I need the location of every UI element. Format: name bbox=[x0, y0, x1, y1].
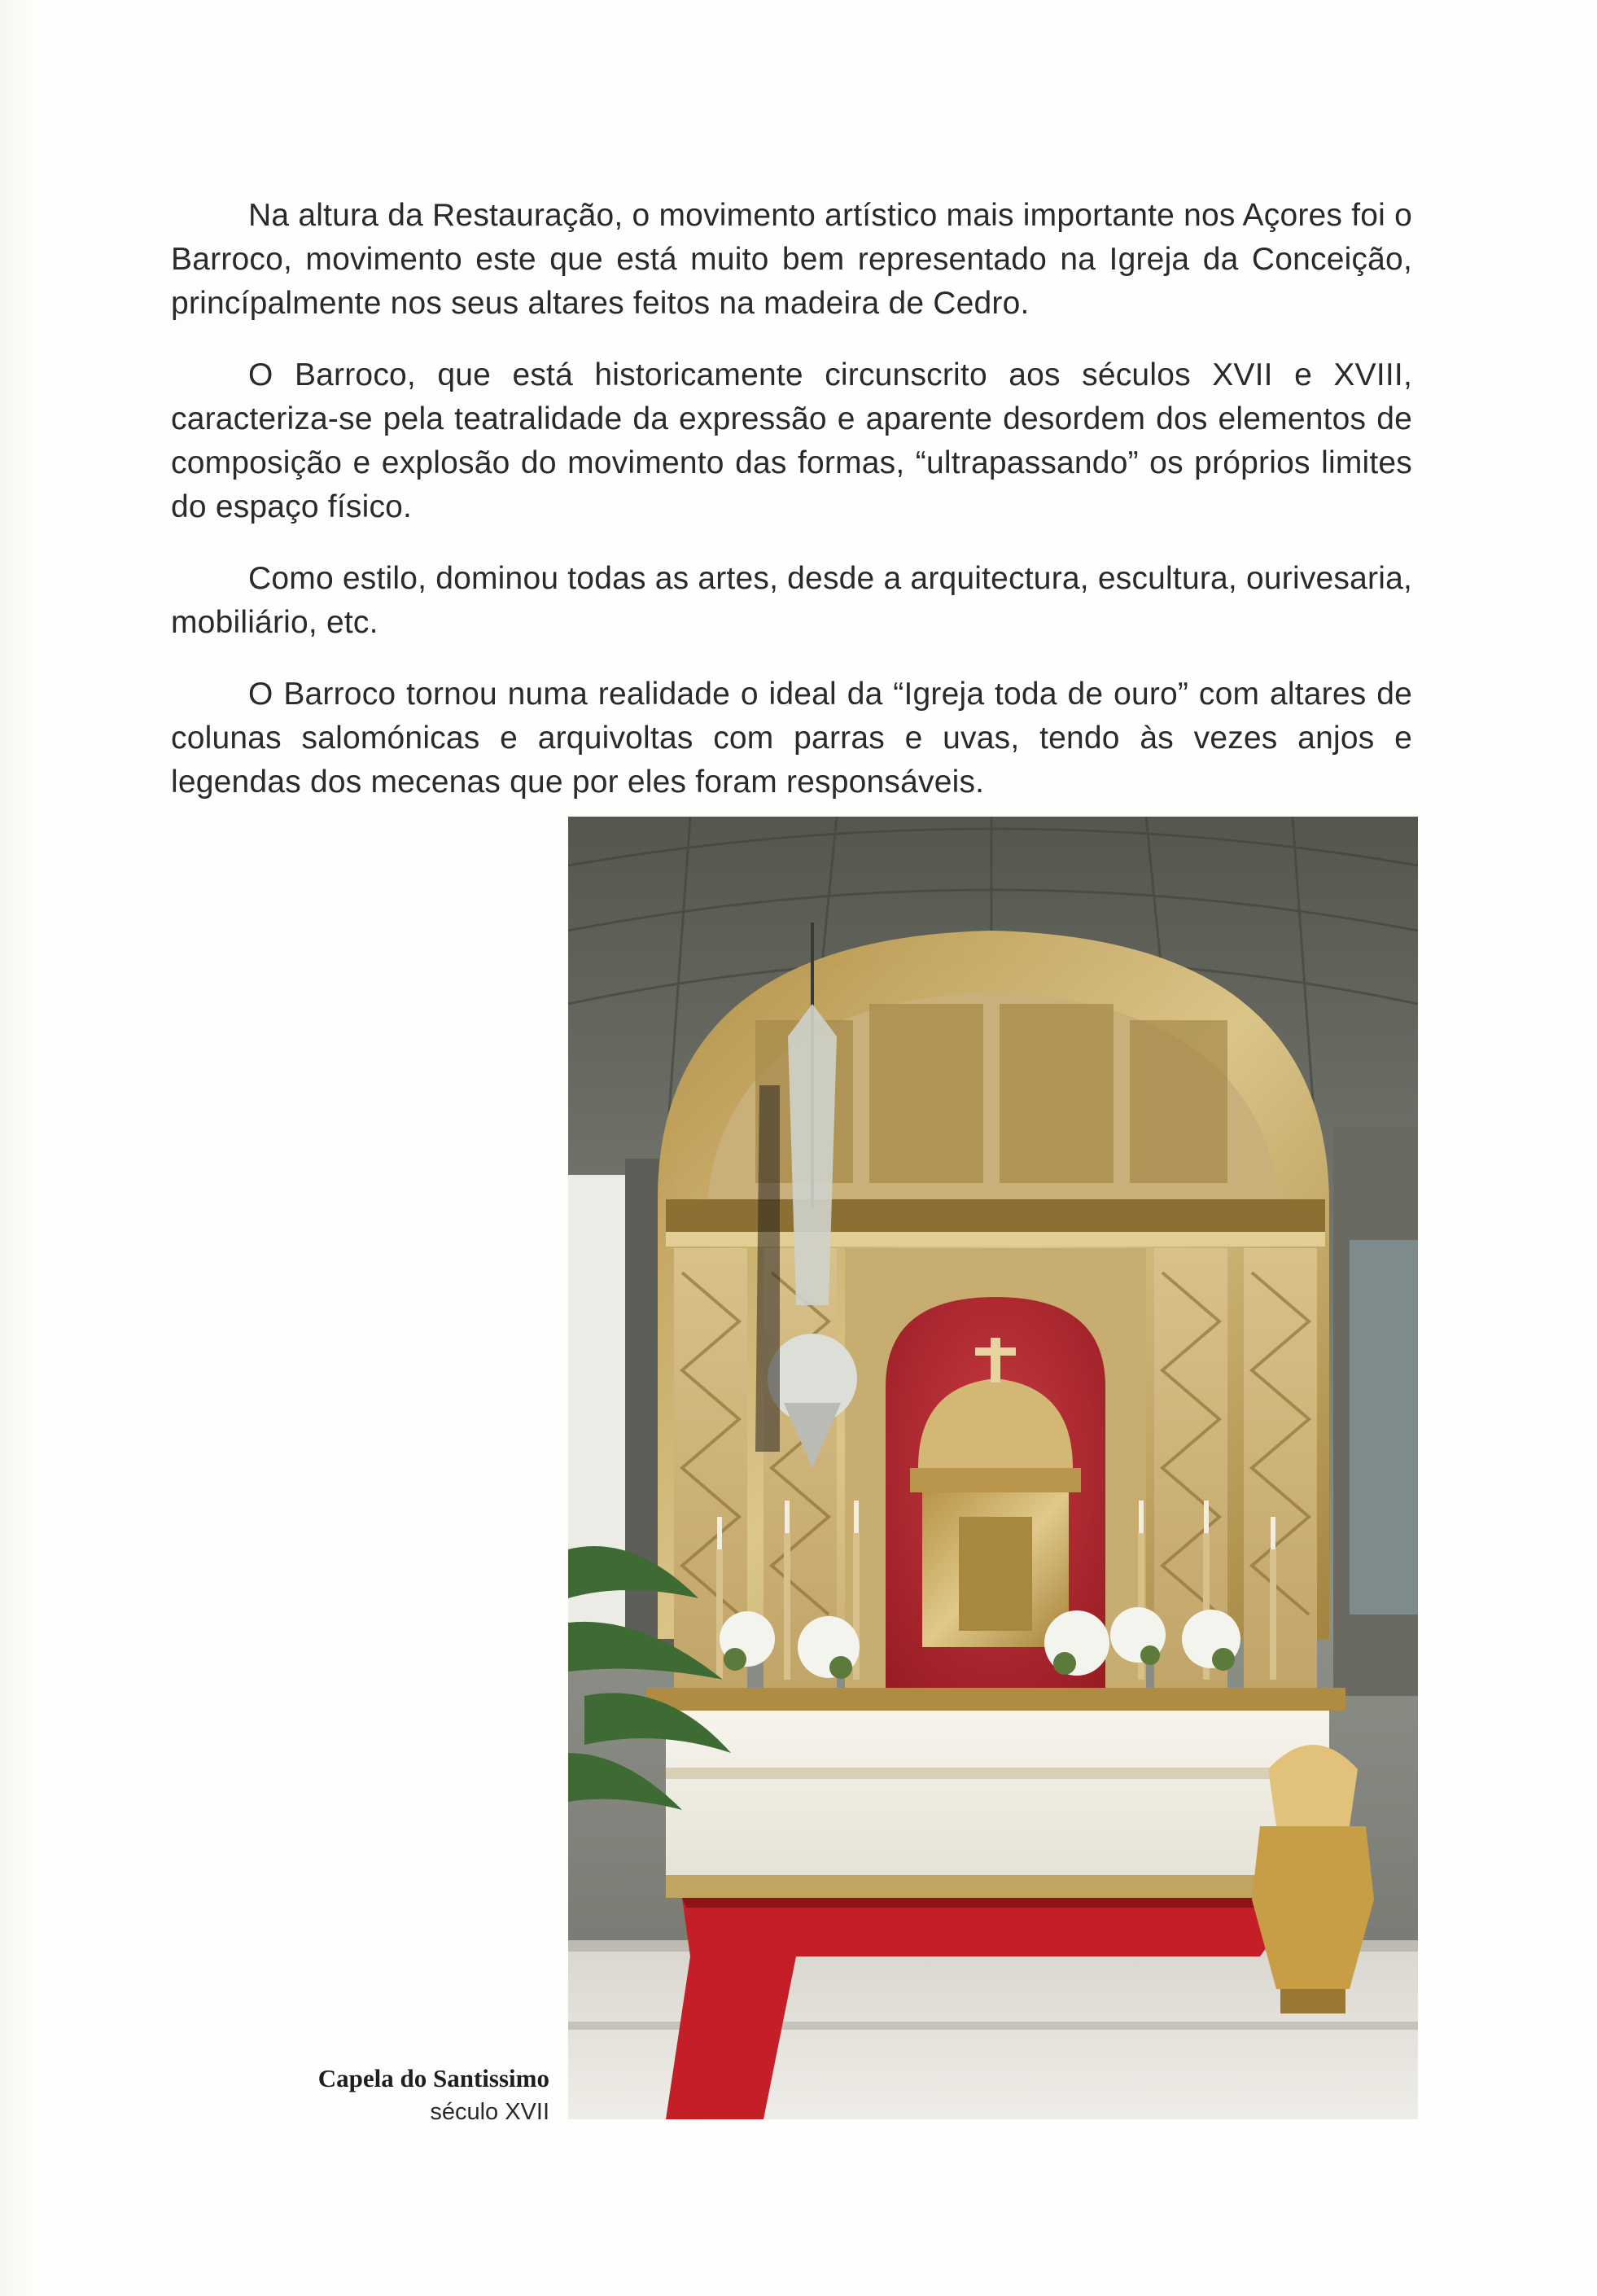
caption-subtitle: século XVII bbox=[430, 2099, 549, 2125]
body-text bbox=[171, 194, 1412, 832]
figure-caption bbox=[244, 2062, 549, 2128]
paragraph-3: Como estilo, dominou todas as artes, desde a arquitectura, escultura, ourivesaria, mobiliário, etc. bbox=[171, 561, 1412, 640]
paragraph-4: O Barroco tornou numa realidade o ideal da “Igreja toda de ouro” com altares de colunas salomónicas e arquivoltas com parras e uvas, tendo às vezes anjos e legendas dos mecenas que por eles foram responsáveis. bbox=[171, 677, 1412, 800]
caption-title: Capela do Santissimo bbox=[317, 2064, 549, 2092]
paragraph-2: O Barroco, que está historicamente circunscrito aos séculos XVII e XVIII, caracteriza-se pela teatralidade da expressão e aparente desordem dos elementos de composição e explosão do movimento das formas, “ultrapassando” os próprios limites do espaço físico. bbox=[171, 357, 1412, 524]
chapel-photo bbox=[568, 817, 1418, 2119]
paragraph-1: Na altura da Restauração, o movimento artístico mais importante nos Açores foi o Barroco, movimento este que está muito bem representado na Igreja da Conceição, princípalmente nos seus altares feitos na madeira de Cedro. bbox=[171, 198, 1412, 321]
